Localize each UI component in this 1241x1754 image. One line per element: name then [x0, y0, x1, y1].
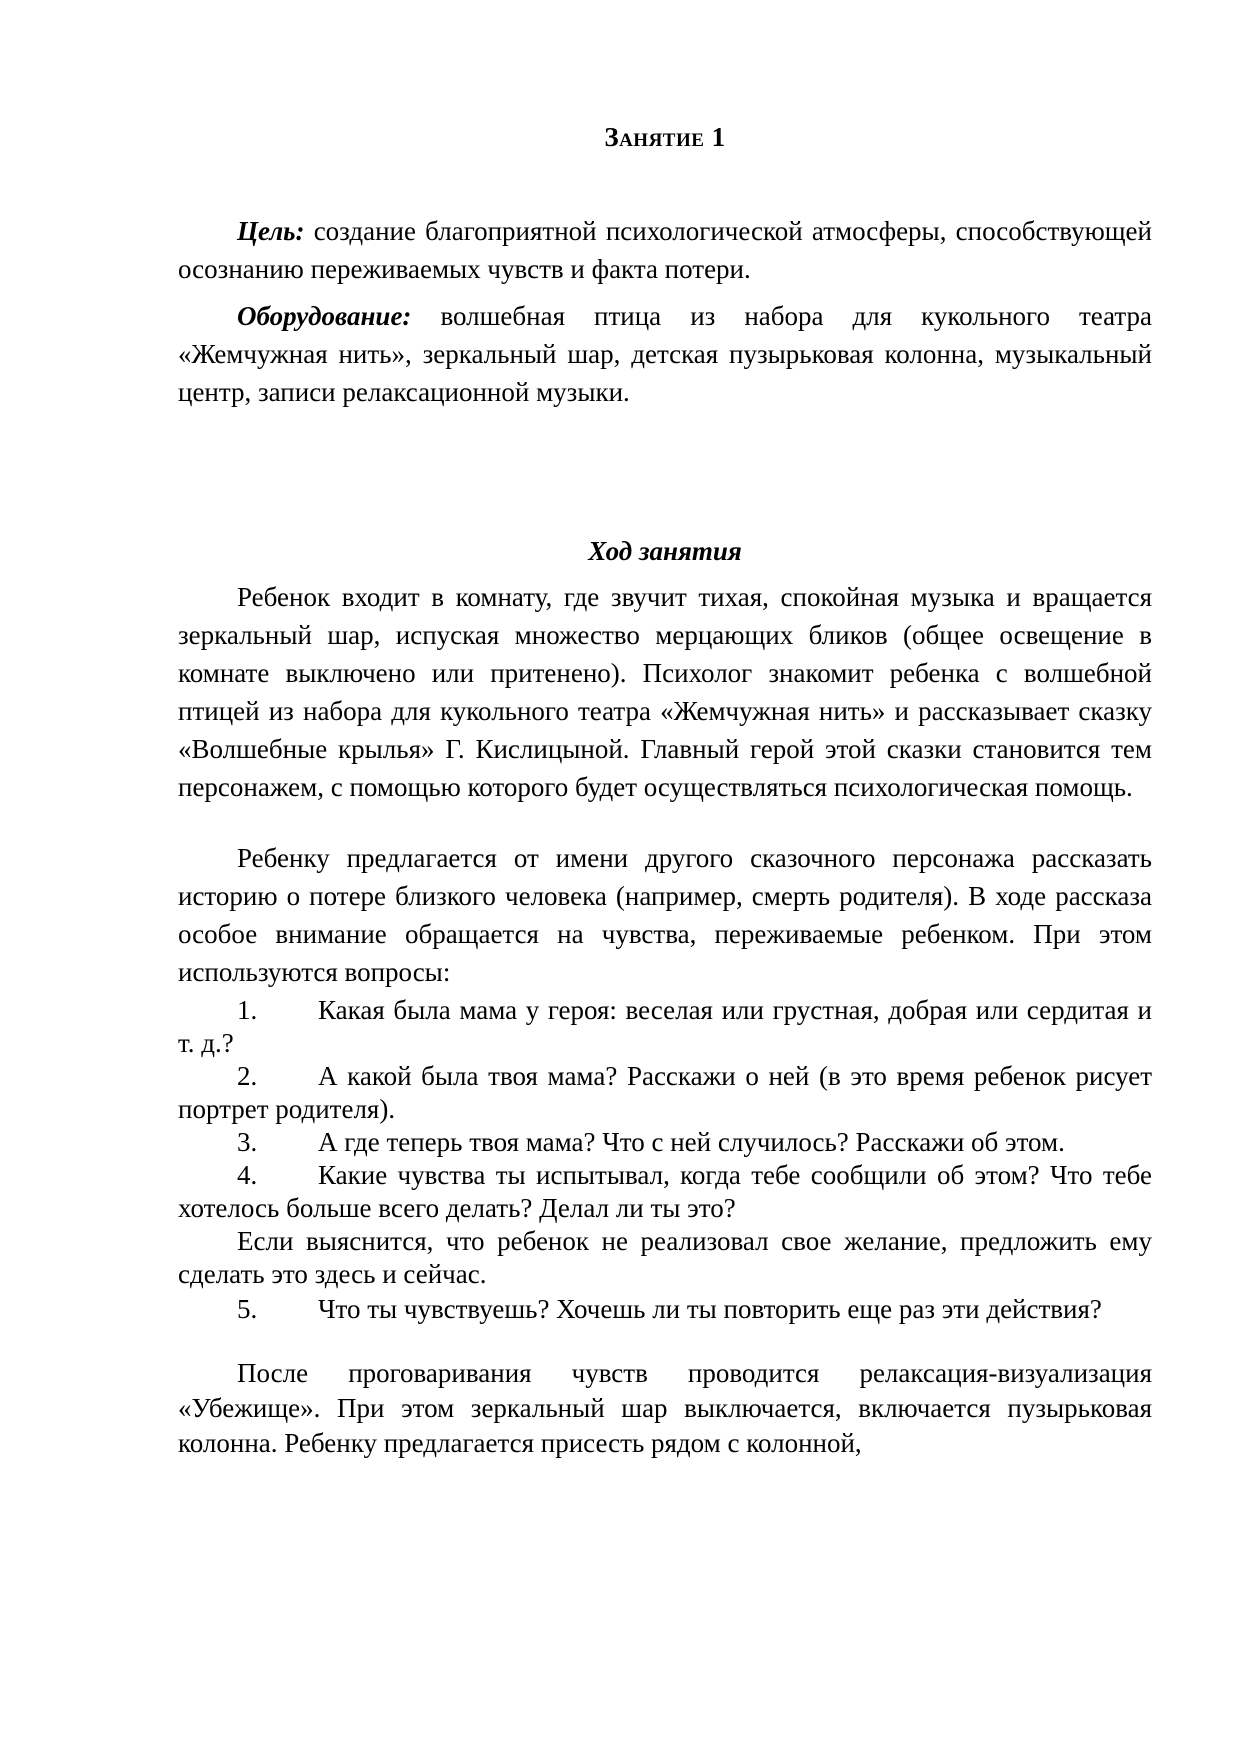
- body-paragraph: Ребенку предлагается от имени другого сказочного персонажа рассказать историю о потере близкого человека (например, смерть родителя). В ходе рассказа особое внимание обращается на чувства, переживаемые ребенком. При этом используются вопросы:: [178, 843, 1152, 987]
- question-item: [178, 1126, 1152, 1159]
- question-item: [178, 994, 1152, 1060]
- question-item: [178, 1293, 1152, 1326]
- goal-block: [178, 212, 1152, 288]
- question-item: [178, 1159, 1152, 1225]
- question-number: 1.: [237, 995, 258, 1025]
- question-text: А какой была твоя мама? Расскажи о ней (в это время ребенок рисует портрет родителя).: [178, 1061, 1152, 1124]
- lesson-title-number: 1: [711, 122, 726, 152]
- question-number: 4.: [237, 1160, 258, 1190]
- final-paragraph: После проговаривания чувств проводится релаксация-визуализация «Убежище». При этом зеркальный шар выключается, включается пузырьковая колонна. Ребенку предлагается присесть рядом с колонной,: [178, 1358, 1152, 1458]
- goal-text: создание благоприятной психологической атмосферы, способствующей осознанию переживаемых чувств и факта потери.: [178, 216, 1152, 284]
- equipment-paragraph: [178, 297, 1152, 411]
- note-paragraph: Если выяснится, что ребенок не реализовал свое желание, предложить ему сделать это здесь и сейчас.: [178, 1226, 1152, 1289]
- lesson-title: [178, 118, 1152, 156]
- body-paragraph: Ребенок входит в комнату, где звучит тихая, спокойная музыка и вращается зеркальный шар, испуская множество мерцающих бликов (общее освещение в комнате выключено или притенено). Психолог знакомит ребенка с волшебной птицей из набора для кукольного театра «Жемчужная нить» и рассказывает сказку «Волшебные крылья» Г. Кислицыной. Главный герой этой сказки становится тем персонажем, с помощью которого будет осуществляться психологическая помощь.: [178, 582, 1152, 802]
- question-text: А где теперь твоя мама? Что с ней случилось? Расскажи об этом.: [318, 1127, 1065, 1157]
- equipment-label: Оборудование:: [237, 301, 412, 331]
- question-number: 2.: [237, 1061, 258, 1091]
- equipment-block: [178, 297, 1152, 411]
- equipment-text: волшебная птица из набора для кукольного театра «Жемчужная нить», зеркальный шар, детская пузырьковая колонна, музыкальный центр, записи релаксационной музыки.: [178, 301, 1152, 407]
- question-text: Что ты чувствуешь? Хочешь ли ты повторить еще раз эти действия?: [318, 1294, 1102, 1324]
- section-title: Ход занятия: [588, 536, 742, 566]
- goal-label: Цель:: [237, 216, 305, 246]
- question-text: Какая была мама у героя: веселая или грустная, добрая или сердитая и т. д.?: [178, 995, 1152, 1058]
- question-5-block: [178, 1293, 1152, 1326]
- paragraph-2-block: [178, 839, 1152, 991]
- paragraph-1-block: [178, 578, 1152, 806]
- question-number: 5.: [237, 1294, 258, 1324]
- question-number: 3.: [237, 1127, 258, 1157]
- lesson-title-prefix: Занятие: [604, 122, 705, 152]
- question-text: Какие чувства ты испытывал, когда тебе сообщили об этом? Что тебе хотелось больше всего делать? Делал ли ты это?: [178, 1160, 1152, 1223]
- questions-list: [178, 994, 1152, 1291]
- final-paragraph-block: [178, 1356, 1152, 1461]
- goal-paragraph: [178, 212, 1152, 288]
- question-item: [178, 1060, 1152, 1126]
